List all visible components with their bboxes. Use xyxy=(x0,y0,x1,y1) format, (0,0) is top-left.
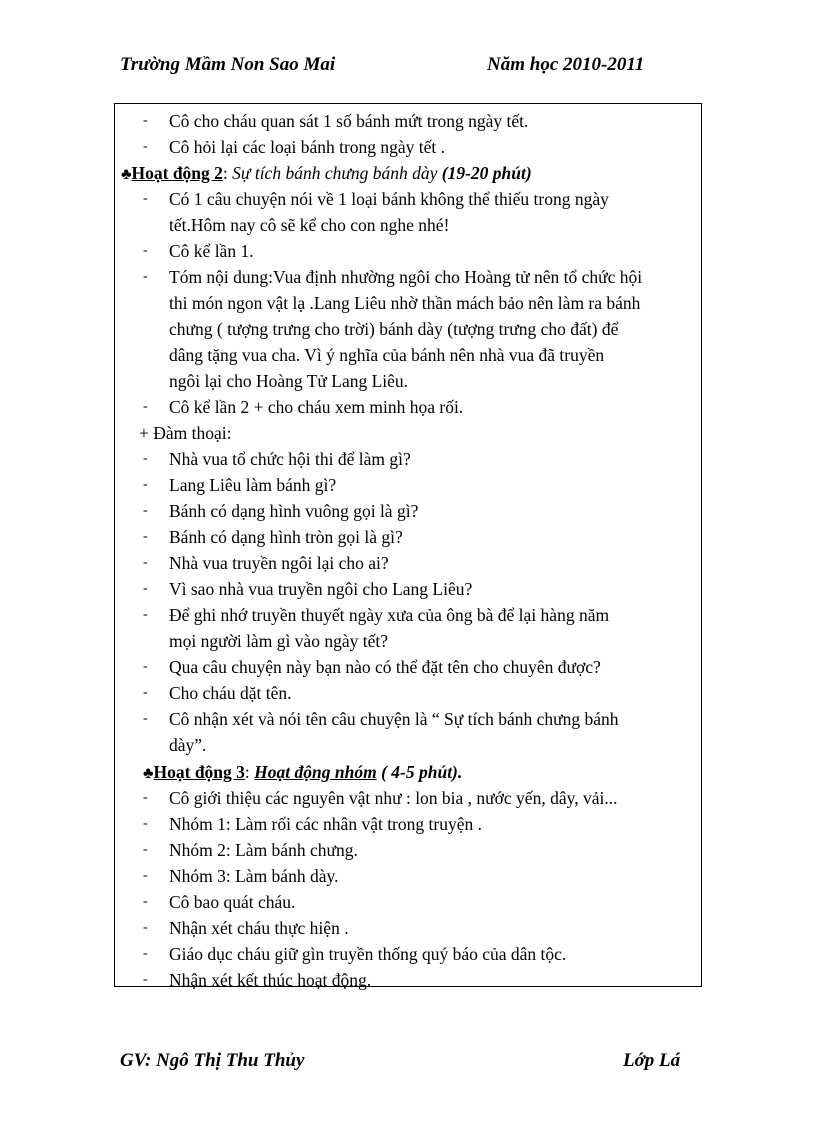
bullet-marker: - xyxy=(143,139,148,154)
activity-time: ( 4-5 phút). xyxy=(381,762,463,782)
item-text: Cô hỏi lại các loại bánh trong ngày tết . xyxy=(169,137,446,157)
item-text: Nhà vua truyền ngôi lại cho ai? xyxy=(169,553,389,573)
activity-time: (19-20 phút) xyxy=(441,163,532,183)
activity-title: Hoạt động nhóm xyxy=(254,762,377,782)
activity-colon: : xyxy=(244,762,250,782)
item-text: Nhà vua tổ chức hội thi để làm gì? xyxy=(169,449,411,469)
item-text: Tóm nội dung:Vua định nhường ngôi cho Hoàng tử nên tổ chức hội xyxy=(169,267,643,287)
bullet-marker: - xyxy=(143,269,148,284)
item-text: Cô nhận xét và nói tên câu chuyện là “ Sự tích bánh chưng bánh xyxy=(169,709,619,729)
bullet-marker: - xyxy=(143,399,148,414)
bullet-marker: - xyxy=(143,659,148,674)
bullet-marker: - xyxy=(143,451,148,466)
bullet-marker: - xyxy=(143,816,148,831)
activity-label: Hoạt động 3 xyxy=(153,762,245,782)
bullet-marker: - xyxy=(143,581,148,596)
bullet-marker: - xyxy=(143,607,148,622)
item-text: Lang Liêu làm bánh gì? xyxy=(169,475,337,495)
bullet-marker: - xyxy=(143,191,148,206)
bullet-marker: - xyxy=(143,894,148,909)
item-text: mọi người làm gì vào ngày tết? xyxy=(169,631,388,651)
activity3-heading xyxy=(143,761,462,785)
bullet-marker: - xyxy=(143,113,148,128)
activity-colon: : xyxy=(222,163,228,183)
activity2-heading xyxy=(121,162,532,186)
item-text: Nhóm 2: Làm bánh chưng. xyxy=(169,840,358,860)
header-school: Trường Mầm Non Sao Mai xyxy=(120,54,336,75)
bullet-marker: - xyxy=(143,243,148,258)
item-text: Nhóm 3: Làm bánh dày. xyxy=(169,866,339,886)
activity-label: Hoạt động 2 xyxy=(131,163,223,183)
item-text: Cô giới thiệu các nguyên vật như : lon bia , nước yến, dây, vải... xyxy=(169,788,618,808)
club-icon: ♣ xyxy=(121,166,132,183)
item-text: dày”. xyxy=(169,735,207,755)
item-text: Cô bao quát cháu. xyxy=(169,892,296,912)
item-text: Qua câu chuyện này bạn nào có thể đặt tên cho chuyên được? xyxy=(169,657,601,677)
club-icon: ♣ xyxy=(143,765,154,782)
item-text: Cô cho cháu quan sát 1 số bánh mứt trong ngày tết. xyxy=(169,111,529,131)
item-text: Để ghi nhớ truyền thuyết ngày xưa của ông bà để lại hàng năm xyxy=(169,605,610,625)
item-text: Vì sao nhà vua truyền ngôi cho Lang Liêu? xyxy=(169,579,473,599)
bullet-marker: - xyxy=(143,555,148,570)
bullet-marker: - xyxy=(143,529,148,544)
lesson-content-box xyxy=(114,103,702,990)
item-text: Bánh có dạng hình tròn gọi là gì? xyxy=(169,527,403,547)
header-school-year: Năm học 2010-2011 xyxy=(487,54,645,75)
footer-teacher: GV: Ngô Thị Thu Thủy xyxy=(120,1050,305,1071)
item-text: thi món ngon vật lạ .Lang Liêu nhờ thần mách bảo nên làm ra bánh xyxy=(169,293,641,313)
bullet-marker: - xyxy=(143,477,148,492)
item-text: ngôi lại cho Hoàng Tử Lang Liêu. xyxy=(169,371,409,391)
item-text: Nhóm 1: Làm rối các nhân vật trong truyện . xyxy=(169,814,482,834)
bullet-marker: - xyxy=(143,711,148,726)
bullet-marker: - xyxy=(143,972,148,987)
bullet-marker: - xyxy=(143,790,148,805)
item-text: Nhận xét kết thúc hoạt động. xyxy=(169,970,372,990)
item-text: chưng ( tượng trưng cho trời) bánh dày (tượng trưng cho đất) để xyxy=(169,319,619,339)
item-text: Cô kể lần 2 + cho cháu xem minh họa rối. xyxy=(169,397,464,417)
bullet-marker: - xyxy=(143,868,148,883)
item-text: Có 1 câu chuyện nói về 1 loại bánh không thể thiếu trong ngày xyxy=(169,189,609,209)
item-text: Bánh có dạng hình vuông gọi là gì? xyxy=(169,501,419,521)
activity-title: Sự tích bánh chưng bánh dày xyxy=(232,163,438,183)
bullet-marker: - xyxy=(143,920,148,935)
bullet-marker: - xyxy=(143,946,148,961)
item-text: tết.Hôm nay cô sẽ kể cho con nghe nhé! xyxy=(169,215,450,235)
bullet-marker: - xyxy=(143,842,148,857)
item-text: Nhận xét cháu thực hiện . xyxy=(169,918,349,938)
item-text: Giáo dục cháu giữ gìn truyền thống quý báo của dân tộc. xyxy=(169,944,567,964)
bullet-marker: - xyxy=(143,503,148,518)
item-text: dâng tặng vua cha. Vì ý nghĩa của bánh nên nhà vua đã truyền xyxy=(169,345,605,365)
item-text: Cô kể lần 1. xyxy=(169,241,254,261)
footer-class: Lớp Lá xyxy=(623,1050,681,1071)
dialogue-heading: + Đàm thoại: xyxy=(139,423,232,443)
bullet-marker: - xyxy=(143,685,148,700)
item-text: Cho cháu dặt tên. xyxy=(169,683,292,703)
